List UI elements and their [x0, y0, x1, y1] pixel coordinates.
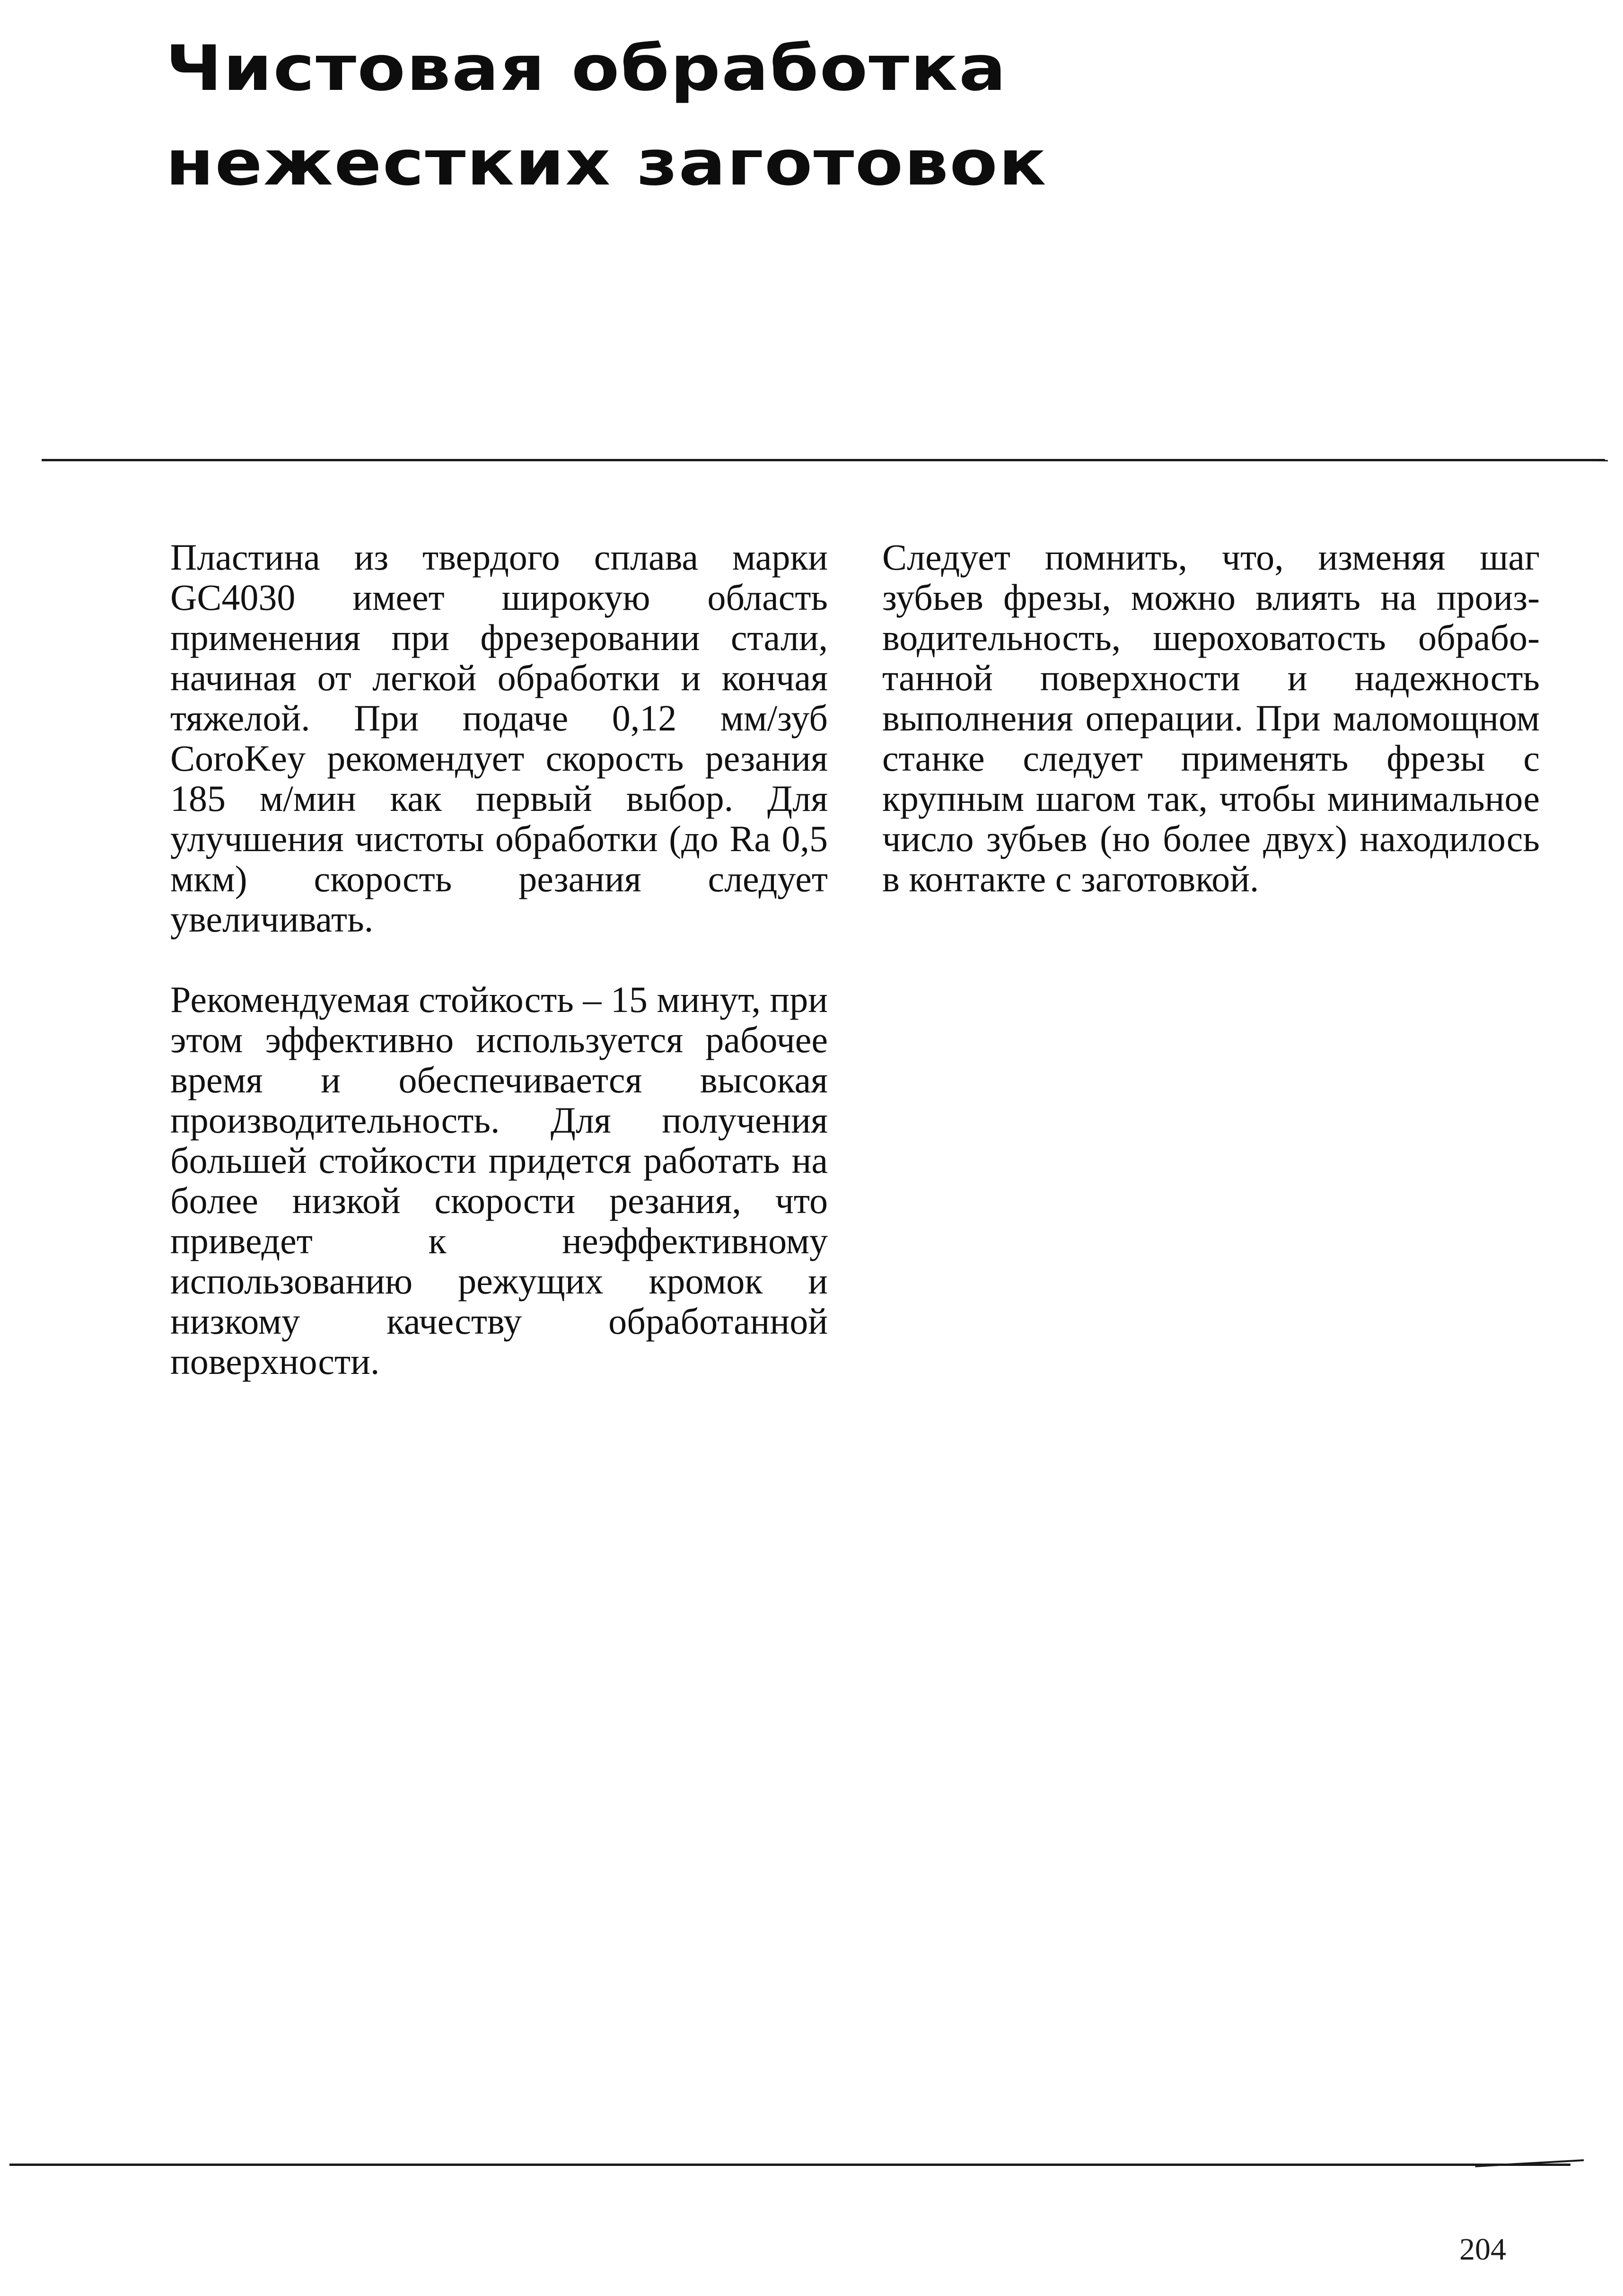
bottom-divider [9, 2164, 1570, 2166]
page-title [166, 21, 1047, 211]
right-paragraph-1: Следует помнить, что, изменяя шаг зубьев фрезы, можно влиять на производительность, шероховатость обработанной поверхности и надежность выполнения операции. При маломощном станке следует применять фрезы с крупным шагом так, чтобы минимальное число зубьев (но более двух) находилось в контакте с заготовкой. [882, 537, 1540, 899]
top-divider [42, 459, 1605, 461]
left-text-column [170, 537, 828, 1422]
page-number: 204 [1459, 2232, 1506, 2267]
left-paragraph-2: Рекомендуемая стойкость – 15 минут, при этом эффективно используется рабочее время и обеспечивается высокая производительность. Для получения большей стойкости придется работать на более низкой скорости резания, что приведет к неэффективному использованию режущих кромок и низкому качеству обработанной поверхности. [170, 979, 828, 1382]
page-title-line-1: Чистовая обработка [166, 32, 1007, 105]
left-paragraph-1: Пластина из твердого сплава марки GC4030 имеет широкую область применения при фрезеровании стали, начиная от легкой обработки и кончая тяжелой. При подаче 0,12 мм/зуб CoroKey рекомендует скорость резания 185 м/мин как первый выбор. Для улучшения чистоты обработки (до Ra 0,5 мкм) скорость резания следует увеличивать. [170, 537, 828, 940]
page-title-line-2: нежестких заготовок [166, 127, 1047, 200]
right-text-column [882, 537, 1540, 939]
